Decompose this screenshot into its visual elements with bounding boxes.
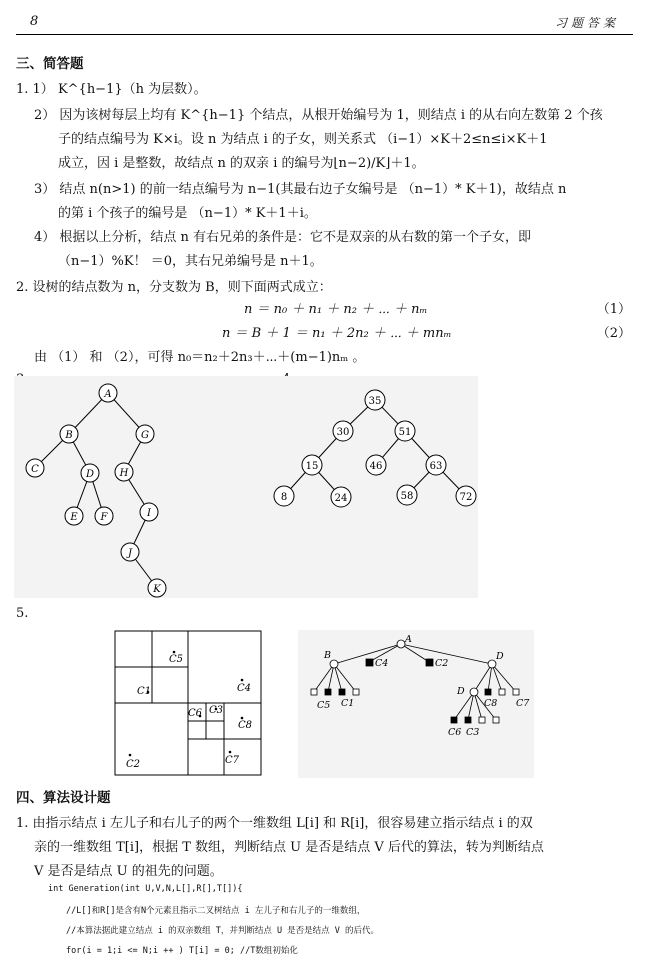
tree3-label-D: D (85, 469, 95, 480)
code-line-4: for(i = 1;i <= N;i ++ ) T[i] = 0; //T数组初始化 (66, 946, 298, 956)
quadtree-label-C2: C2 (435, 658, 449, 669)
quadtree-label-C6: C6 (448, 727, 462, 738)
tree3-label-F: F (100, 512, 108, 523)
code-line-1: int Generation(int U,V,N,L[],R[],T[]){ (48, 884, 243, 894)
code-line-3: //本算法据此建立结点 i 的双亲数组 T，并判断结点 U 是否是结点 V 的后代。 (66, 926, 380, 936)
tree-figures (14, 376, 478, 598)
answer-1-4-line1: 4） 根据以上分析，结点 n 有右兄弟的条件是：它不是双亲的从右数的第一个子女，即 (34, 230, 532, 245)
section-title-short-answer: 三、简答题 (16, 56, 84, 72)
header-rule (16, 34, 633, 35)
quad-point-C3: C3 (209, 705, 224, 716)
quadtree-leaf (366, 659, 373, 666)
tree4-label-51: 51 (398, 427, 412, 438)
quadtree-label-C7: C7 (516, 698, 530, 709)
quadtree-node (470, 688, 478, 696)
tree4-label-58: 58 (400, 491, 414, 502)
equation-2: n ＝ B ＋ 1 ＝ n₁ ＋ 2n₂ ＋ ⋯ ＋ mnₘ (222, 326, 452, 341)
answer-1-3-line2: 的第 i 个孩子的编号是 （n−1）* K＋1＋i。 (58, 206, 317, 221)
tree4-label-30: 30 (336, 427, 350, 438)
equation-1: n ＝ n₀ ＋ n₁ ＋ n₂ ＋ ⋯ ＋ nₘ (244, 302, 428, 317)
answer-1-4-line2: （n−1）%K！ ＝0，其右兄弟编号是 n＋1。 (58, 254, 323, 269)
equation-2-number: （2） (596, 326, 631, 341)
quad-point-C6: C6 (188, 708, 203, 719)
answer-1-3-line1: 3） 结点 n(n>1) 的前一结点编号为 n−1(其最右边子女编号是 （n−1）* K＋1)，故结点 n (34, 182, 567, 197)
algorithm-1-line1: 1. 由指示结点 i 左儿子和右儿子的两个一维数组 L[i] 和 R[i]，很容易建立指示结点 i 的双 (16, 816, 533, 831)
quadtree-label-D2: D (457, 686, 465, 697)
quadtree-node (397, 640, 405, 648)
quad-point-C7: C7 (225, 755, 240, 766)
quadtree-leaf (426, 659, 433, 666)
tree3-label-G: G (141, 430, 149, 441)
quadtree-leaf (513, 689, 519, 695)
tree3-label-H: H (119, 468, 129, 479)
quadtree-node (488, 660, 496, 668)
quadtree-leaf (325, 689, 331, 695)
tree3-label-K: K (153, 584, 161, 595)
tree4-label-72: 72 (459, 492, 473, 503)
code-line-2: //L[]和R[]是含有N个元素且指示二叉树结点 i 左儿子和右儿子的一维数组， (66, 906, 366, 916)
tree3-label-A: A (104, 389, 112, 400)
quadtree-leaf (353, 689, 359, 695)
tree3-label-B: B (65, 430, 73, 441)
tree3-label-I: I (147, 508, 151, 519)
quadtree-leaf (499, 689, 505, 695)
tree4-label-15: 15 (305, 461, 319, 472)
quadtree-label-C8: C8 (484, 698, 498, 709)
tree3-label-J: J (127, 548, 133, 559)
quadtree-node (330, 660, 338, 668)
quadtree-leaf (311, 689, 317, 695)
algorithm-1-line2: 亲的一维数组 T[i]，根据 T 数组，判断结点 U 是否是结点 V 后代的算法，转为判断结点 (34, 840, 544, 855)
answer-2-conclusion: 由 （1） 和 （2），可得 n₀＝n₂＋2n₃＋⋯＋(m−1)nₘ 。 (34, 350, 366, 365)
tree3-label-C: C (31, 464, 39, 475)
answer-2-intro: 2. 设树的结点数为 n，分支数为 B，则下面两式成立： (16, 280, 332, 295)
question-5-label: 5. (16, 606, 29, 621)
quad-point-C5: C5 (169, 654, 184, 665)
tree4-label-35: 35 (368, 396, 382, 407)
quadtree-label-C4: C4 (375, 658, 389, 669)
quadtree-leaf (479, 717, 485, 723)
answer-1-2-line1: 2） 因为该树每层上均有 K^{h−1} 个结点，从根开始编号为 1，则结点 i 的从右向左数第 2 个孩 (34, 108, 603, 123)
quadtree-figure (112, 628, 534, 780)
quad-point-C8: C8 (238, 720, 253, 731)
quadtree-label-C3: C3 (466, 727, 480, 738)
tree4-label-63: 63 (429, 461, 443, 472)
quadtree-label-B: B (324, 650, 331, 661)
quadtree-leaf (485, 689, 491, 695)
quad-point-C2: C2 (126, 759, 141, 770)
tree4-label-8: 8 (280, 492, 288, 503)
quadtree-leaf (465, 717, 471, 723)
tree4-label-24: 24 (334, 493, 348, 504)
quadtree-leaf (493, 717, 499, 723)
answer-1-1: 1. 1） K^{h−1}（h 为层数）。 (16, 82, 207, 97)
answer-1-2-line2: 子的结点编号为 K×i。设 n 为结点 i 的子女，则关系式 （i−1）×K＋2≤n≤i×K＋1 (58, 132, 548, 147)
tree3-label-E: E (70, 512, 78, 523)
answer-1-2-line3: 成立，因 i 是整数，故结点 n 的双亲 i 的编号为⌊n−2)/K⌋＋1。 (58, 156, 425, 171)
running-title: 习题答案 (554, 16, 619, 30)
equation-1-number: （1） (596, 302, 631, 317)
quadtree-label-C5: C5 (317, 700, 331, 711)
section-title-algorithm-design: 四、算法设计题 (16, 790, 111, 806)
algorithm-1-line3: V 是否是结点 U 的祖先的问题。 (34, 864, 223, 879)
tree4-label-46: 46 (369, 461, 383, 472)
quad-point-C1: C1 (137, 686, 152, 697)
quadtree-label-D: D (496, 651, 504, 662)
quadtree-leaf (339, 689, 345, 695)
quad-point-C4: C4 (237, 683, 252, 694)
quadtree-label-A: A (405, 634, 412, 645)
quadtree-leaf (451, 717, 457, 723)
quadtree-label-C1: C1 (341, 698, 355, 709)
page-number: 8 (30, 14, 39, 29)
